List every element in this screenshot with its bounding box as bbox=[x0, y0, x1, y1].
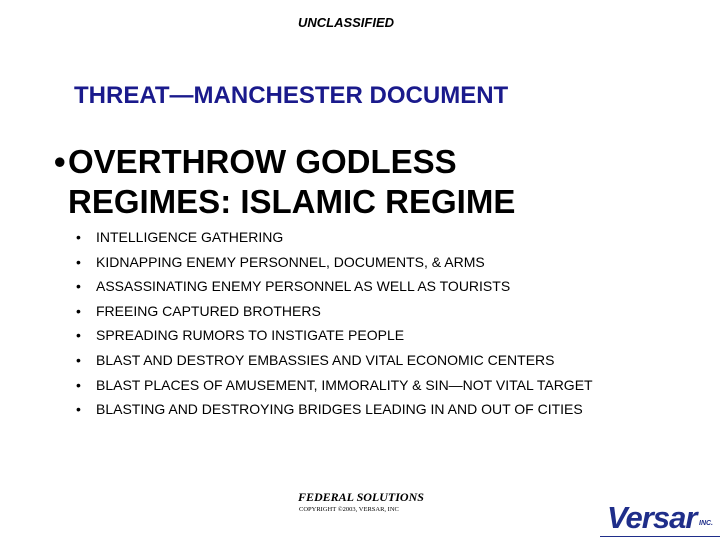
bullet-icon: • bbox=[76, 351, 81, 368]
list-item bbox=[76, 229, 636, 245]
bullet-icon: • bbox=[76, 302, 81, 319]
logo-underline bbox=[600, 536, 720, 537]
versar-logo: Versar bbox=[607, 500, 697, 535]
list-item bbox=[76, 254, 636, 270]
versar-logo-suffix: INC. bbox=[699, 520, 713, 527]
list-item-text: KIDNAPPING ENEMY PERSONNEL, DOCUMENTS, & ARMS bbox=[96, 253, 485, 270]
list-item bbox=[76, 278, 636, 294]
footer-brand: FEDERAL SOLUTIONS bbox=[298, 490, 424, 504]
list-item-text: INTELLIGENCE GATHERING bbox=[96, 229, 284, 245]
list-item bbox=[76, 303, 636, 319]
bullet-icon: • bbox=[54, 143, 66, 180]
bullet-icon: • bbox=[76, 253, 81, 270]
main-bullet bbox=[54, 142, 614, 222]
list-item-text: FREEING CAPTURED BROTHERS bbox=[96, 302, 321, 319]
list-item bbox=[76, 327, 636, 343]
bullet-icon: • bbox=[76, 229, 81, 245]
bullet-icon: • bbox=[76, 376, 81, 393]
bullet-icon: • bbox=[76, 401, 81, 418]
bullet-icon: • bbox=[76, 327, 81, 344]
list-item-text: SPREADING RUMORS TO INSTIGATE PEOPLE bbox=[96, 327, 405, 344]
list-item bbox=[76, 352, 636, 368]
slide-title: THREAT—MANCHESTER DOCUMENT bbox=[74, 82, 509, 109]
bullet-icon: • bbox=[76, 278, 81, 295]
classification-marking: UNCLASSIFIED bbox=[297, 15, 395, 30]
main-bullet-text: OVERTHROW GODLESS REGIMES: ISLAMIC REGIME bbox=[68, 143, 516, 220]
list-item bbox=[76, 401, 636, 417]
list-item bbox=[76, 377, 636, 393]
sub-bullet-list bbox=[76, 229, 636, 426]
footer-copyright: COPYRIGHT ©2003, VERSAR, INC bbox=[299, 506, 399, 513]
list-item-text: BLASTING AND DESTROYING BRIDGES LEADING IN AND OUT OF CITIES bbox=[96, 401, 583, 418]
list-item-text: ASSASSINATING ENEMY PERSONNEL AS WELL AS TOURISTS bbox=[96, 278, 511, 295]
list-item-text: BLAST PLACES OF AMUSEMENT, IMMORALITY & SIN—NOT VITAL TARGET bbox=[96, 376, 593, 393]
list-item-text: BLAST AND DESTROY EMBASSIES AND VITAL ECONOMIC CENTERS bbox=[96, 351, 555, 368]
